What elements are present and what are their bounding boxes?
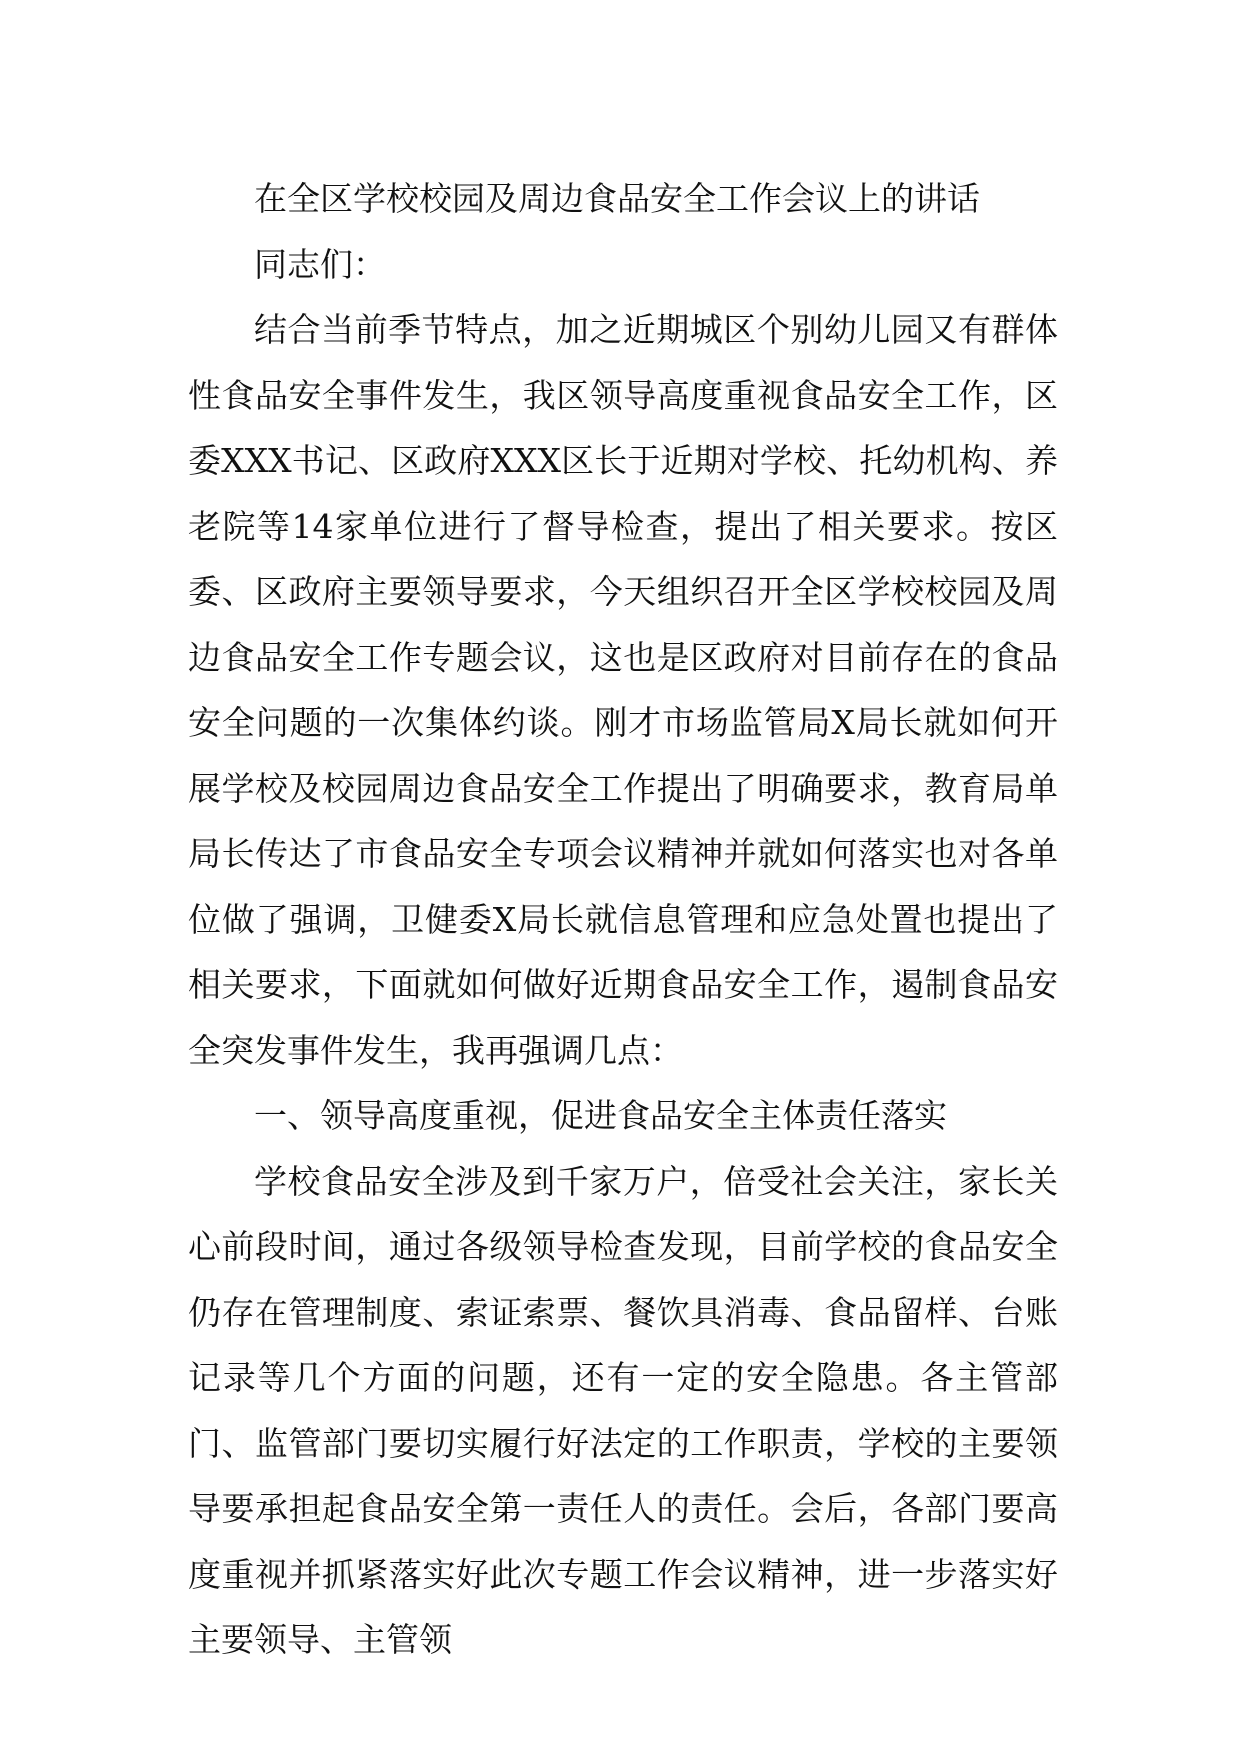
section-1-paragraph: 学校食品安全涉及到千家万户，倍受社会关注，家长关心前段时间，通过各级领导检查发现，目前学校的食品安全仍存在管理制度、索证索票、餐饮具消毒、食品留样、台账记录等几个方面的问题，还有一定的安全隐患。各主管部门、监管部门要切实履行好法定的工作职责，学校的主要领导要承担起食品安全第一责任人的责任。会后，各部门要高度重视并抓紧落实好此次专题工作会议精神，进一步落实好主要领导、主管领 bbox=[188, 1161, 1058, 1659]
document-title: 在全区学校校园及周边食品安全工作会议上的讲话 bbox=[254, 179, 980, 218]
salutation: 同志们： bbox=[254, 244, 386, 284]
intro-paragraph: 结合当前季节特点，加之近期城区个别幼儿园又有群体性食品安全事件发生，我区领导高度重视食品安全工作，区委XXX书记、区政府XXX区长于近期对学校、托幼机构、养老院等14家单位进行了督导检查，提出了相关要求。按区委、区政府主要领导要求，今天组织召开全区学校校园及周边食品安全工作专题会议，这也是区政府对目前存在的食品安全问题的一次集体约谈。刚才市场监管局X局长就如何开展学校及校园周边食品安全工作提出了明确要求，教育局单局长传达了市食品安全专项会议精神并就如何落实也对各单位做了强调，卫健委X局长就信息管理和应急处置也提出了相关要求，下面就如何做好近期食品安全工作，遏制食品安全突发事件发生，我再强调几点： bbox=[188, 310, 1058, 1070]
section-1-heading: 一、领导高度重视，促进食品安全主体责任落实 bbox=[254, 1096, 947, 1135]
document-body bbox=[188, 166, 1058, 1673]
